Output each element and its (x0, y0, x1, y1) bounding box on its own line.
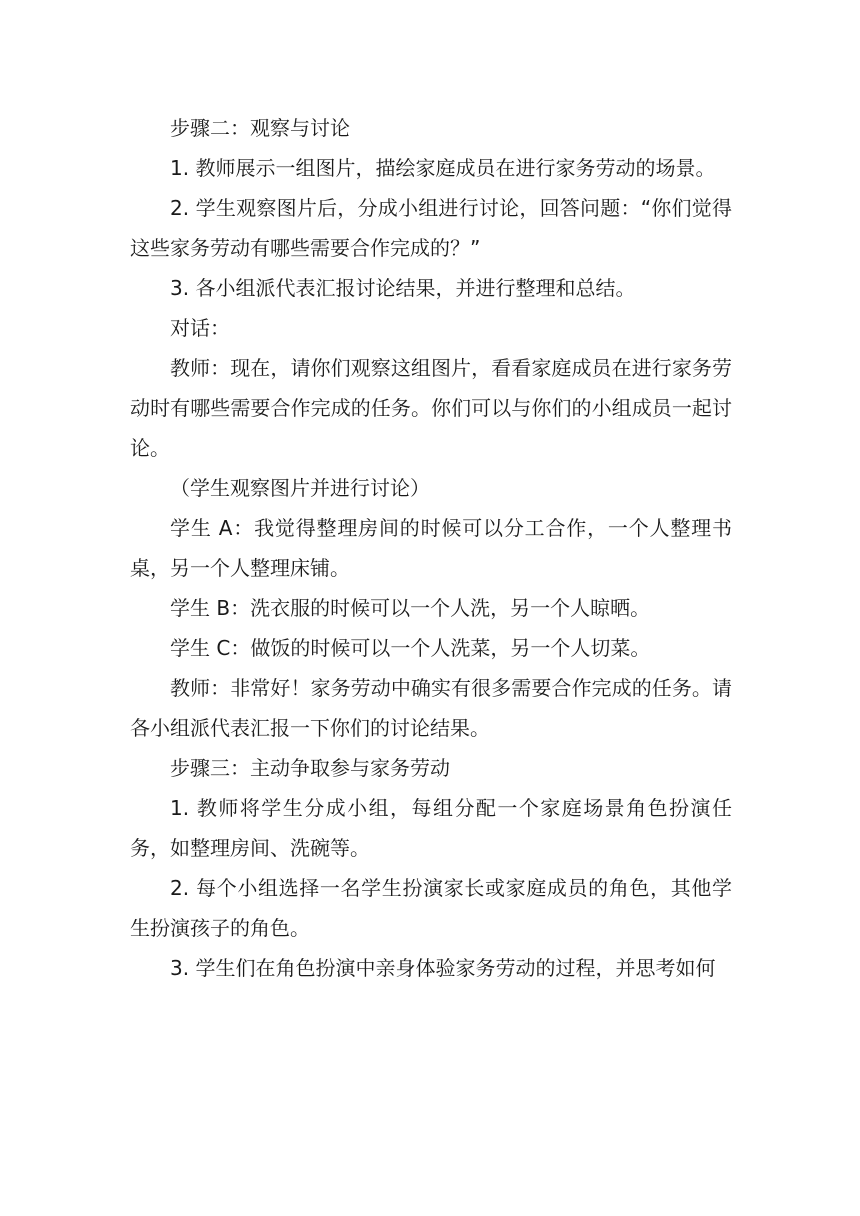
stage-direction: （学生观察图片并进行讨论） (170, 476, 430, 500)
dialogue-student-a: 学生 A：我觉得整理房间的时候可以分工合作，一个人整理书桌，另一个人整理床铺。 (130, 516, 732, 580)
document-body (130, 108, 732, 988)
dialogue-label: 对话： (170, 316, 230, 340)
step-two-heading: 步骤二：观察与讨论 (170, 116, 350, 140)
step-three-heading: 步骤三：主动争取参与家务劳动 (170, 756, 450, 780)
dialogue-student-c: 学生 C：做饭的时候可以一个人洗菜，另一个人切菜。 (170, 636, 651, 660)
step-two-item-2: 2. 学生观察图片后，分成小组进行讨论，回答问题：“你们觉得这些家务劳动有哪些需要合作完成的？” (130, 196, 732, 260)
dialogue-teacher-1: 教师：现在，请你们观察这组图片，看看家庭成员在进行家务劳动时有哪些需要合作完成的任务。你们可以与你们的小组成员一起讨论。 (130, 356, 732, 460)
dialogue-teacher-2: 教师：非常好！家务劳动中确实有很多需要合作完成的任务。请各小组派代表汇报一下你们的讨论结果。 (130, 676, 732, 740)
step-three-item-3: 3. 学生们在角色扮演中亲身体验家务劳动的过程，并思考如何 (170, 956, 716, 980)
step-two-item-1: 1. 教师展示一组图片，描绘家庭成员在进行家务劳动的场景。 (170, 156, 716, 180)
step-two-item-3: 3. 各小组派代表汇报讨论结果，并进行整理和总结。 (170, 276, 636, 300)
step-three-item-2: 2. 每个小组选择一名学生扮演家长或家庭成员的角色，其他学生扮演孩子的角色。 (130, 876, 732, 940)
dialogue-student-b: 学生 B：洗衣服的时候可以一个人洗，另一个人晾晒。 (170, 596, 651, 620)
step-three-item-1: 1. 教师将学生分成小组，每组分配一个家庭场景角色扮演任务，如整理房间、洗碗等。 (130, 796, 732, 860)
